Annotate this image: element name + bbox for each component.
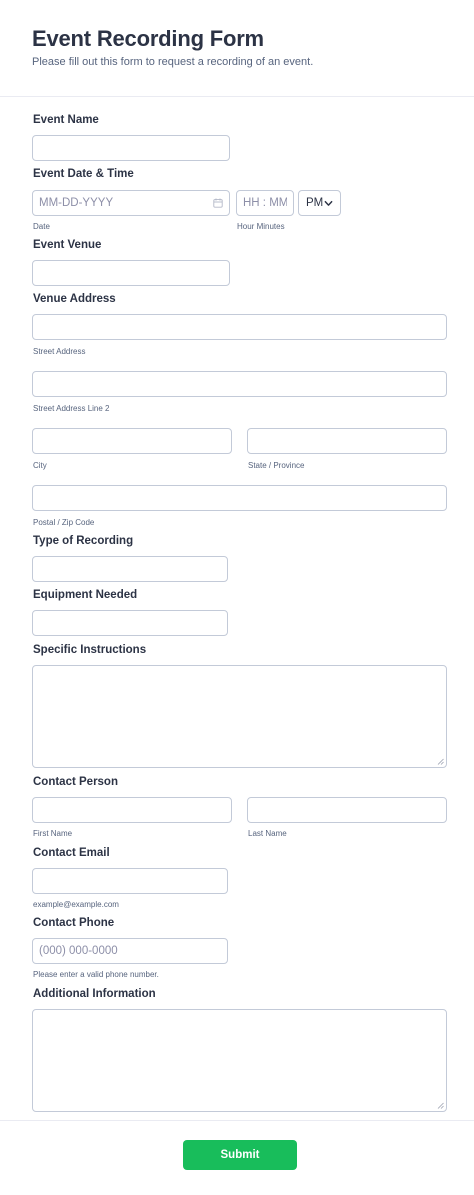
event-venue-label: Event Venue xyxy=(33,239,102,251)
contact-email-label: Contact Email xyxy=(33,847,110,859)
street-address-line2-sublabel: Street Address Line 2 xyxy=(33,404,110,413)
time-sublabel: Hour Minutes xyxy=(237,222,285,231)
submit-button[interactable]: Submit xyxy=(183,1140,297,1170)
contact-email-input[interactable] xyxy=(32,868,228,894)
contact-phone-input[interactable] xyxy=(32,938,228,964)
event-name-label: Event Name xyxy=(33,114,99,126)
additional-information-label: Additional Information xyxy=(33,988,156,1000)
additional-information-textarea[interactable] xyxy=(32,1009,447,1112)
first-name-sublabel: First Name xyxy=(33,829,73,838)
page-subtitle: Please fill out this form to request a recording of an event. xyxy=(32,56,314,68)
contact-phone-label: Contact Phone xyxy=(33,917,115,929)
postal-code-sublabel: Postal / Zip Code xyxy=(33,518,95,527)
street-address-line2-input[interactable] xyxy=(32,371,447,397)
city-input[interactable] xyxy=(32,428,232,454)
event-date-input[interactable] xyxy=(32,190,230,216)
street-address-sublabel: Street Address xyxy=(33,347,86,356)
equipment-needed-input[interactable] xyxy=(32,610,228,636)
state-province-input[interactable] xyxy=(247,428,447,454)
event-name-input[interactable] xyxy=(32,135,230,161)
ampm-select[interactable] xyxy=(298,190,341,216)
event-venue-input[interactable] xyxy=(32,260,230,286)
ampm-selected-value: PM xyxy=(306,197,324,209)
equipment-needed-label: Equipment Needed xyxy=(33,589,138,601)
specific-instructions-label: Specific Instructions xyxy=(33,644,147,656)
street-address-input[interactable] xyxy=(32,314,447,340)
type-of-recording-label: Type of Recording xyxy=(33,535,134,547)
postal-code-input[interactable] xyxy=(32,485,447,511)
chevron-down-icon xyxy=(324,199,333,208)
last-name-sublabel: Last Name xyxy=(248,829,287,838)
contact-person-label: Contact Person xyxy=(33,776,118,788)
event-time-input[interactable] xyxy=(236,190,294,216)
specific-instructions-textarea[interactable] xyxy=(32,665,447,768)
page-title: Event Recording Form xyxy=(32,26,264,51)
first-name-input[interactable] xyxy=(32,797,232,823)
last-name-input[interactable] xyxy=(247,797,447,823)
city-sublabel: City xyxy=(33,461,47,470)
type-of-recording-input[interactable] xyxy=(32,556,228,582)
venue-address-label: Venue Address xyxy=(33,293,116,305)
date-sublabel: Date xyxy=(33,222,50,231)
event-datetime-label: Event Date & Time xyxy=(33,168,134,180)
contact-phone-sublabel: Please enter a valid phone number. xyxy=(33,970,159,979)
form-header xyxy=(0,0,474,97)
state-province-sublabel: State / Province xyxy=(248,461,305,470)
contact-email-sublabel: example@example.com xyxy=(33,900,119,909)
